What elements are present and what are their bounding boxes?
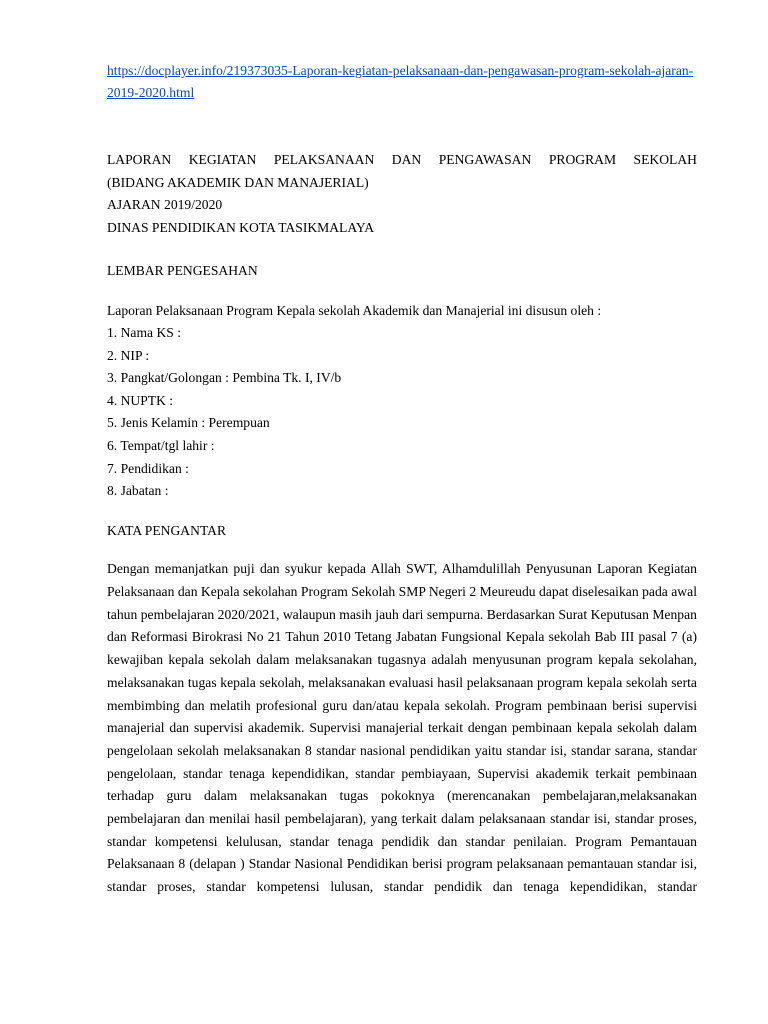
report-title-block bbox=[107, 149, 697, 239]
identity-item-pangkat: 3. Pangkat/Golongan : Pembina Tk. I, IV/b bbox=[107, 370, 342, 386]
identity-item-tempat-lahir: 6. Tempat/tgl lahir : bbox=[107, 438, 215, 454]
identity-item-jabatan: 8. Jabatan : bbox=[107, 483, 169, 499]
identity-item-pendidikan: 7. Pendidikan : bbox=[107, 460, 189, 476]
identity-item-nuptk: 4. NUPTK : bbox=[107, 392, 174, 408]
identity-item-jenis-kelamin: 5. Jenis Kelamin : Perempuan bbox=[107, 415, 270, 431]
source-url-link[interactable]: https://docplayer.info/219373035-Laporan-kegiatan-pelaksanaan-dan-pengawasan-program-sekolah-ajaran-2019-2020.html bbox=[107, 63, 694, 100]
identity-list bbox=[107, 300, 697, 503]
report-title-line-1: LAPORAN KEGIATAN PELAKSANAAN DAN PENGAWASAN PROGRAM SEKOLAH bbox=[107, 152, 697, 167]
lembar-pengesahan-heading: LEMBAR PENGESAHAN bbox=[107, 263, 258, 278]
identity-item-nip: 2. NIP : bbox=[107, 347, 150, 363]
report-title-line-3: AJARAN 2019/2020 bbox=[107, 197, 223, 212]
identity-intro: Laporan Pelaksanaan Program Kepala sekolah Akademik dan Manajerial ini disusun oleh : bbox=[107, 302, 602, 318]
report-title-line-2: (BIDANG AKADEMIK DAN MANAJERIAL) bbox=[107, 174, 369, 190]
kata-pengantar-paragraph: Dengan memanjatkan puji dan syukur kepada Allah SWT, Alhamdulillah Penyusunan Laporan Kegiatan Pelaksanaan dan Kepala sekolahan Program Sekolah SMP Negeri 2 Meureudu dapat diselesaikan pada awal tahun pembelajaran 2020/2021, walaupun masih jauh dari sempurna. Berdasarkan Surat Keputusan Menpan dan Reformasi Birokrasi No 21 Tahun 2010 Tetang Jabatan Fungsional Kepala sekolah Bab III pasal 7 (a) kewajiban kepala sekolah dalam melaksanakan tugasnya adalah menyusunan program kepala sekolahan, melaksanakan tugas kepala sekolah, melaksanakan evaluasi hasil pelaksanaan program kepala sekolah serta membimbing dan melatih profesional guru dan/atau kepala sekolah. Program pembinaan berisi supervisi manajerial dan supervisi akademik. Supervisi manajerial terkait dengan pembinaan kepala sekolah dalam pengelolaan sekolah melaksanakan 8 standar nasional pendidikan yaitu standar isi, standar sarana, standar pengelolaan, standar tenaga kependidikan, standar pembiayaan, Supervisi akademik terkait pembinaan terhadap guru dalam melaksanakan tugas pokoknya (merencanakan pembelajaran,melaksanakan pembelajaran dan menilai hasil pembelajaran), yang terkait dalam pelaksanaan standar isi, standar proses, standar kompetensi kelulusan, standar tenaga pendidik dan standar penilaian. Program Pemantauan Pelaksanaan 8 (delapan ) Standar Nasional Pendidikan berisi program pelaksanaan pemantauan standar isi, standar proses, standar kompetensi lulusan, standar pendidik dan tenaga kependidikan, standar bbox=[107, 561, 697, 895]
report-title-line-4: DINAS PENDIDIKAN KOTA TASIKMALAYA bbox=[107, 219, 375, 235]
identity-item-nama: 1. Nama KS : bbox=[107, 325, 182, 341]
kata-pengantar-heading: KATA PENGANTAR bbox=[107, 522, 227, 538]
document-content bbox=[107, 60, 697, 912]
